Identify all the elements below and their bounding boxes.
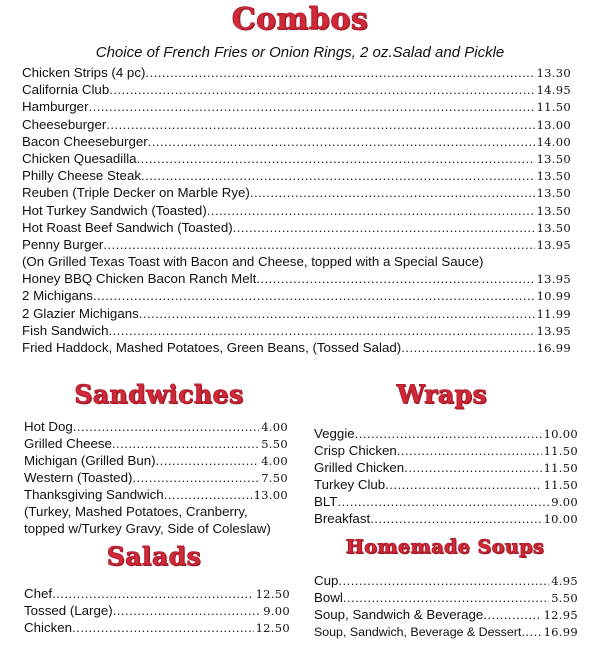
- item-price: 11.50: [543, 461, 578, 475]
- item-name: Soup, Sandwich & Beverage: [314, 607, 484, 622]
- item-price: 11.50: [543, 444, 578, 458]
- item-name: Breakfast: [314, 511, 371, 526]
- salads-list: [24, 585, 290, 636]
- item-name: Cup: [314, 573, 339, 588]
- leader-dots: [370, 510, 541, 527]
- wraps-list: [314, 425, 578, 527]
- item-description: topped w/Turkey Gravy, Side of Coleslaw): [24, 521, 271, 536]
- leader-dots: [52, 585, 253, 602]
- item-name: Chicken Strips (4 pc): [22, 65, 146, 80]
- leader-dots: [483, 606, 541, 623]
- item-name: Cheeseburger: [22, 116, 107, 132]
- leader-dots: [256, 270, 534, 287]
- item-price: 11.99: [536, 306, 571, 321]
- item-name: Fish Sandwich: [22, 322, 109, 338]
- menu-row: [22, 64, 571, 81]
- item-price: 12.50: [255, 621, 290, 635]
- leader-dots: [72, 619, 254, 636]
- item-name: 2 Michigans: [22, 288, 93, 304]
- leader-dots: [250, 184, 535, 201]
- item-name: Grilled Cheese: [24, 436, 112, 451]
- menu-row: [314, 425, 578, 442]
- menu-row: [24, 486, 288, 503]
- item-name: Michigan (Grilled Bun): [24, 453, 156, 468]
- leader-dots: [112, 435, 259, 452]
- item-price: 16.99: [543, 625, 578, 639]
- leader-dots: [73, 418, 259, 435]
- menu-row: [22, 116, 571, 133]
- item-price: 13.00: [536, 117, 571, 132]
- menu-row: [22, 219, 571, 236]
- leader-dots: [137, 150, 535, 167]
- item-name: Hot Turkey Sandwich (Toasted): [22, 202, 207, 218]
- leader-dots: [93, 287, 535, 304]
- soups-list: [314, 572, 578, 640]
- menu-row: [24, 602, 290, 619]
- item-price: 4.00: [261, 454, 288, 468]
- leader-dots: [103, 236, 534, 253]
- item-price: 13.50: [536, 220, 571, 235]
- leader-dots: [521, 623, 541, 640]
- item-name: California Club: [22, 82, 110, 98]
- item-description: (Turkey, Mashed Potatoes, Cranberry,: [24, 504, 248, 519]
- item-price: 12.95: [543, 608, 578, 622]
- leader-dots: [132, 469, 259, 486]
- leader-dots: [145, 64, 534, 81]
- menu-row: [22, 167, 571, 184]
- item-price: 13.50: [536, 203, 571, 218]
- item-name: Reuben (Triple Decker on Marble Rye): [22, 185, 250, 201]
- item-price: 14.95: [536, 83, 571, 98]
- menu-row: [22, 270, 571, 287]
- item-name: Honey BBQ Chicken Bacon Ranch Melt: [22, 271, 257, 287]
- sandwiches-list: [24, 418, 288, 537]
- item-name: Fried Haddock, Mashed Potatoes, Green Beans, (Tossed Salad): [22, 340, 402, 355]
- menu-row: [24, 469, 288, 486]
- item-price: 13.00: [253, 488, 288, 502]
- leader-dots: [355, 425, 542, 442]
- item-price: 16.99: [536, 341, 571, 355]
- item-name: Hot Roast Beef Sandwich (Toasted): [22, 219, 233, 235]
- item-price: 5.50: [551, 591, 578, 605]
- sandwiches-heading: Sandwiches: [74, 380, 244, 409]
- soups-heading: Homemade Soups: [345, 536, 545, 558]
- item-name: Tossed (Large): [24, 603, 113, 618]
- menu-row: [22, 81, 571, 98]
- item-price: 10.00: [543, 512, 578, 526]
- menu-row: [314, 442, 578, 459]
- combos-heading: Combos: [231, 2, 369, 37]
- menu-row: [24, 452, 288, 469]
- item-price: 7.50: [261, 471, 288, 485]
- item-name: Bacon Cheeseburger: [22, 133, 148, 149]
- menu-row: [314, 459, 578, 476]
- leader-dots: [338, 572, 549, 589]
- leader-dots: [337, 493, 549, 510]
- item-price: 5.50: [261, 437, 288, 451]
- leader-dots: [109, 81, 534, 98]
- menu-row: [22, 339, 571, 356]
- item-price: 13.95: [536, 237, 571, 252]
- item-name: Grilled Chicken: [314, 460, 405, 475]
- item-description: (On Grilled Texas Toast with Bacon and Cheese, topped with a Special Sauce): [22, 254, 484, 270]
- leader-dots: [233, 219, 535, 236]
- item-name: Chicken Quesadilla: [22, 150, 137, 166]
- item-price: 13.95: [536, 272, 571, 287]
- leader-dots: [139, 305, 535, 322]
- leader-dots: [401, 339, 534, 356]
- item-price: 13.30: [536, 66, 571, 80]
- leader-dots: [108, 322, 534, 339]
- combos-subtitle: Choice of French Fries or Onion Rings, 2 oz.Salad and Pickle: [95, 44, 505, 61]
- item-name: Hamburger: [22, 99, 89, 115]
- item-name: Western (Toasted): [24, 470, 133, 485]
- item-price: 9.00: [551, 495, 578, 509]
- menu-row: [314, 493, 578, 510]
- leader-dots: [164, 486, 252, 503]
- item-name: Thanksgiving Sandwich: [24, 487, 164, 502]
- item-price: 10.00: [543, 427, 578, 441]
- leader-dots: [148, 133, 535, 150]
- item-name: 2 Glazier Michigans: [22, 305, 139, 321]
- item-price: 13.50: [536, 169, 571, 184]
- item-price: 13.50: [536, 151, 571, 166]
- leader-dots: [156, 452, 260, 469]
- leader-dots: [397, 442, 542, 459]
- leader-dots: [385, 476, 541, 493]
- item-price: 13.50: [536, 186, 571, 201]
- item-price: 4.00: [261, 420, 288, 434]
- menu-row: [314, 623, 578, 640]
- item-name: Chef: [24, 586, 53, 601]
- menu-row: [22, 236, 571, 253]
- item-price: 14.00: [536, 134, 571, 149]
- menu-row: [24, 435, 288, 452]
- menu-row: [314, 476, 578, 493]
- item-name: Crisp Chicken: [314, 443, 397, 458]
- menu-row: [24, 418, 288, 435]
- item-price: 11.50: [536, 100, 571, 115]
- menu-row: [22, 305, 571, 322]
- menu-row: [24, 619, 290, 636]
- item-price: 4.95: [551, 574, 578, 588]
- menu-row: [22, 184, 571, 201]
- leader-dots: [89, 98, 535, 115]
- item-name: Philly Cheese Steak: [22, 168, 141, 184]
- menu-row: [22, 98, 571, 115]
- leader-dots: [207, 202, 535, 219]
- menu-row: [314, 510, 578, 527]
- item-name: Penny Burger: [22, 236, 104, 252]
- item-name: Soup, Sandwich, Beverage & Dessert: [314, 625, 522, 639]
- item-name: Turkey Club: [314, 477, 386, 492]
- item-price: 9.00: [263, 604, 290, 618]
- menu-row: [22, 150, 571, 167]
- menu-row: [24, 585, 290, 602]
- menu-row: [22, 133, 571, 150]
- item-name: Chicken: [24, 620, 73, 635]
- menu-row: [314, 606, 578, 623]
- item-name: Hot Dog: [24, 419, 73, 434]
- wraps-heading: Wraps: [396, 380, 488, 409]
- leader-dots: [141, 167, 535, 184]
- combos-list: [22, 64, 571, 356]
- leader-dots: [106, 116, 534, 133]
- item-price: 10.99: [536, 289, 571, 304]
- menu-row: [22, 322, 571, 339]
- leader-dots: [404, 459, 541, 476]
- leader-dots: [113, 602, 261, 619]
- leader-dots: [343, 589, 549, 606]
- salads-heading: Salads: [106, 542, 202, 571]
- menu-row: [314, 572, 578, 589]
- menu-row: [314, 589, 578, 606]
- item-price: 13.95: [536, 323, 571, 338]
- item-name: BLT: [314, 494, 338, 509]
- menu-row: [22, 202, 571, 219]
- item-price: 12.50: [255, 587, 290, 601]
- item-price: 11.50: [543, 478, 578, 492]
- item-name: Veggie: [314, 426, 355, 441]
- menu-row: [22, 287, 571, 304]
- item-name: Bowl: [314, 590, 343, 605]
